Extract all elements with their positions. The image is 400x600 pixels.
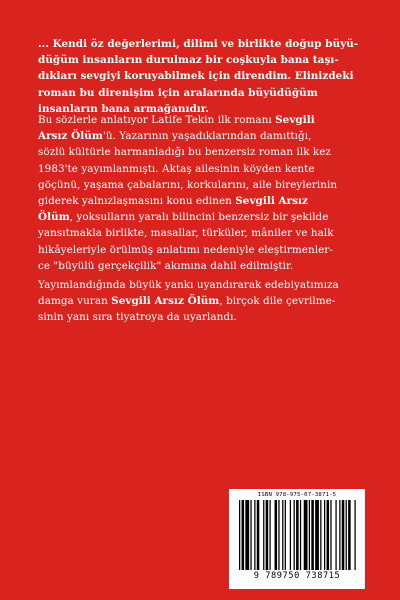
paragraph-line: Yayımlandığında büyük yankı uyandırarak edebiyatımıza (38, 279, 339, 291)
text-span: 'ü. Yazarının yaşadıklarından damıttığı, (102, 130, 312, 143)
paragraph-line: göçünü, yaşama çabalarını, korkularını, aile bireylerinin (38, 178, 338, 191)
isbn-label: ISBN 978-975-07-3871-5 (257, 492, 337, 498)
barcode-digits: 9 789750 738715 (253, 571, 341, 581)
quote-line: düğüm insanların durulmaz bir coşkuyla bana taşı- (38, 54, 339, 67)
paragraph-line: 1983'te yayımlanmıştı. Aktaş ailesinin köyden kente (38, 162, 315, 175)
book-title-mention: Ölüm (38, 211, 70, 224)
book-title-mention: Sevgili (275, 114, 315, 126)
paragraph-line: ce "büyülü gerçekçilik" akımına dahil edilmiştir. (38, 259, 294, 272)
book-title-mention: Sevgili Arsız Ölüm (111, 295, 220, 308)
isbn-barcode-block (229, 489, 365, 589)
description-paragraph-1 (38, 112, 360, 274)
book-title-mention: Arsız Ölüm (38, 130, 103, 143)
paragraph-line: hikâyeleriyle örülmüş anlatımı nedeniyle eleştirmenler- (38, 243, 333, 256)
paragraph-line (38, 193, 360, 209)
text-span: giderek yalnızlaşmasını konu edinen (38, 195, 236, 208)
paragraph-line: sinin yanı sıra tiyatroya da uyarlandı. (38, 311, 237, 324)
author-quote (38, 36, 360, 117)
barcode-icon (239, 500, 357, 570)
text-span: Bu sözlerle anlatıyor Latife Tekin ilk romanı (38, 114, 276, 126)
paragraph-line (38, 209, 360, 225)
book-title-mention: Sevgili Arsız (235, 195, 309, 208)
text-span: , yoksulların yaralı bilincini benzersiz bir şekilde (69, 211, 329, 224)
paragraph-line (38, 128, 360, 144)
paragraph-line (38, 293, 360, 309)
quote-line: insanların bana armağanıdır. (38, 102, 209, 115)
paragraph-line: sözlü kültürle harmanladığı bu benzersiz roman ilk kez (38, 146, 331, 159)
quote-line: ... Kendi öz değerlerimi, dilimi ve birlikte doğup büyü- (38, 38, 359, 50)
quote-line: roman bu direnişim için aralarında büyüdüğüm (38, 86, 318, 99)
paragraph-line: yansıtmakla birlikte, masallar, türküler, mâniler ve halk (38, 227, 334, 240)
paragraph-line (38, 112, 360, 128)
text-span: damga vuran (38, 295, 112, 308)
text-span: , birçok dile çevrilme- (219, 295, 336, 308)
quote-line: dıkları sevgiyi koruyabilmek için direndim. Elinizdeki (38, 70, 354, 83)
description-paragraph-2 (38, 277, 360, 326)
